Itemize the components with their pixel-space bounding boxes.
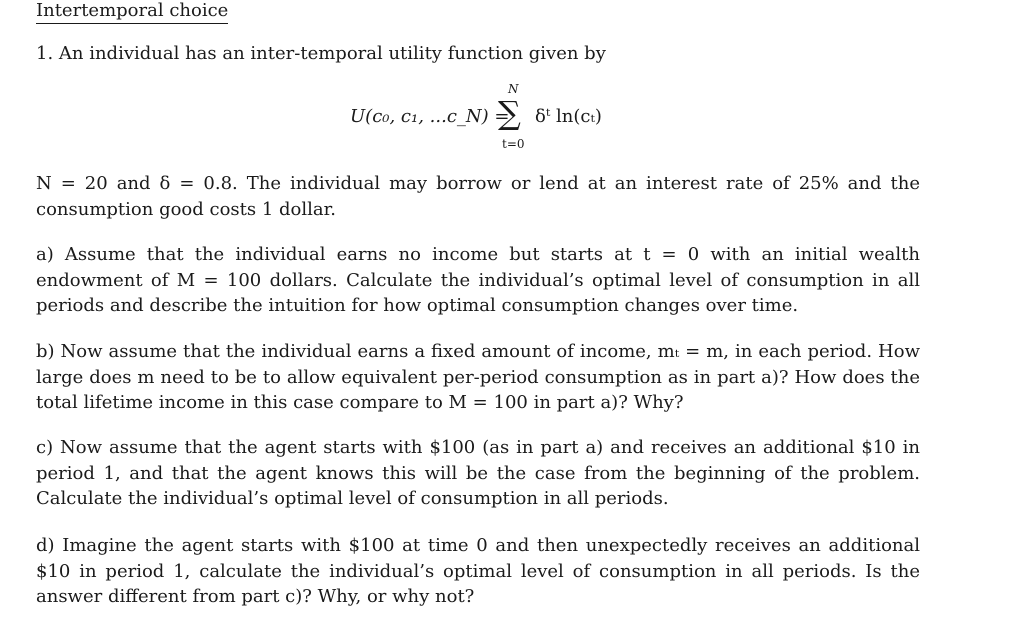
equation-lhs: U(c₀, c₁, ...c_N) = [350, 106, 510, 127]
part-d-paragraph: d) Imagine the agent starts with $100 at time 0 and then unexpectedly receives an additional $10 in period 1, calculate the individual’s optimal level of consumption in all periods. Is the answer different from part c)? Why, or why not? [36, 535, 920, 607]
utility-equation [350, 82, 630, 154]
part-c-paragraph: c) Now assume that the agent starts with $100 (as in part a) and receives an additional $10 in period 1, and that the agent knows this will be the case from the beginning of the problem. Calculate the individual’s optimal level of consumption in all periods. [36, 437, 920, 509]
sum-upper-limit: N [508, 82, 519, 96]
question-intro: 1. An individual has an inter-temporal utility function given by [36, 43, 606, 64]
parameters-paragraph: N = 20 and δ = 0.8. The individual may borrow or lend at an interest rate of 25% and the consumption good costs 1 dollar. [36, 173, 920, 220]
sum-lower-limit: t=0 [502, 137, 525, 151]
section-heading: Intertemporal choice [36, 0, 228, 24]
summation-sign: ∑ [498, 94, 521, 132]
equation-summand: δᵗ ln(cₜ) [535, 106, 602, 127]
part-a-paragraph: a) Assume that the individual earns no income but starts at t = 0 with an initial wealth endowment of M = 100 dollars. Calculate the individual’s optimal level of consumption in all periods and describe the intuition for how optimal consumption changes over time. [36, 244, 920, 316]
part-b-paragraph: b) Now assume that the individual earns a fixed amount of income, mₜ = m, in each period. How large does m need to be to allow equivalent per-period consumption as in part a)? How does the total lifetime income in this case compare to M = 100 in part a)? Why? [36, 341, 920, 413]
